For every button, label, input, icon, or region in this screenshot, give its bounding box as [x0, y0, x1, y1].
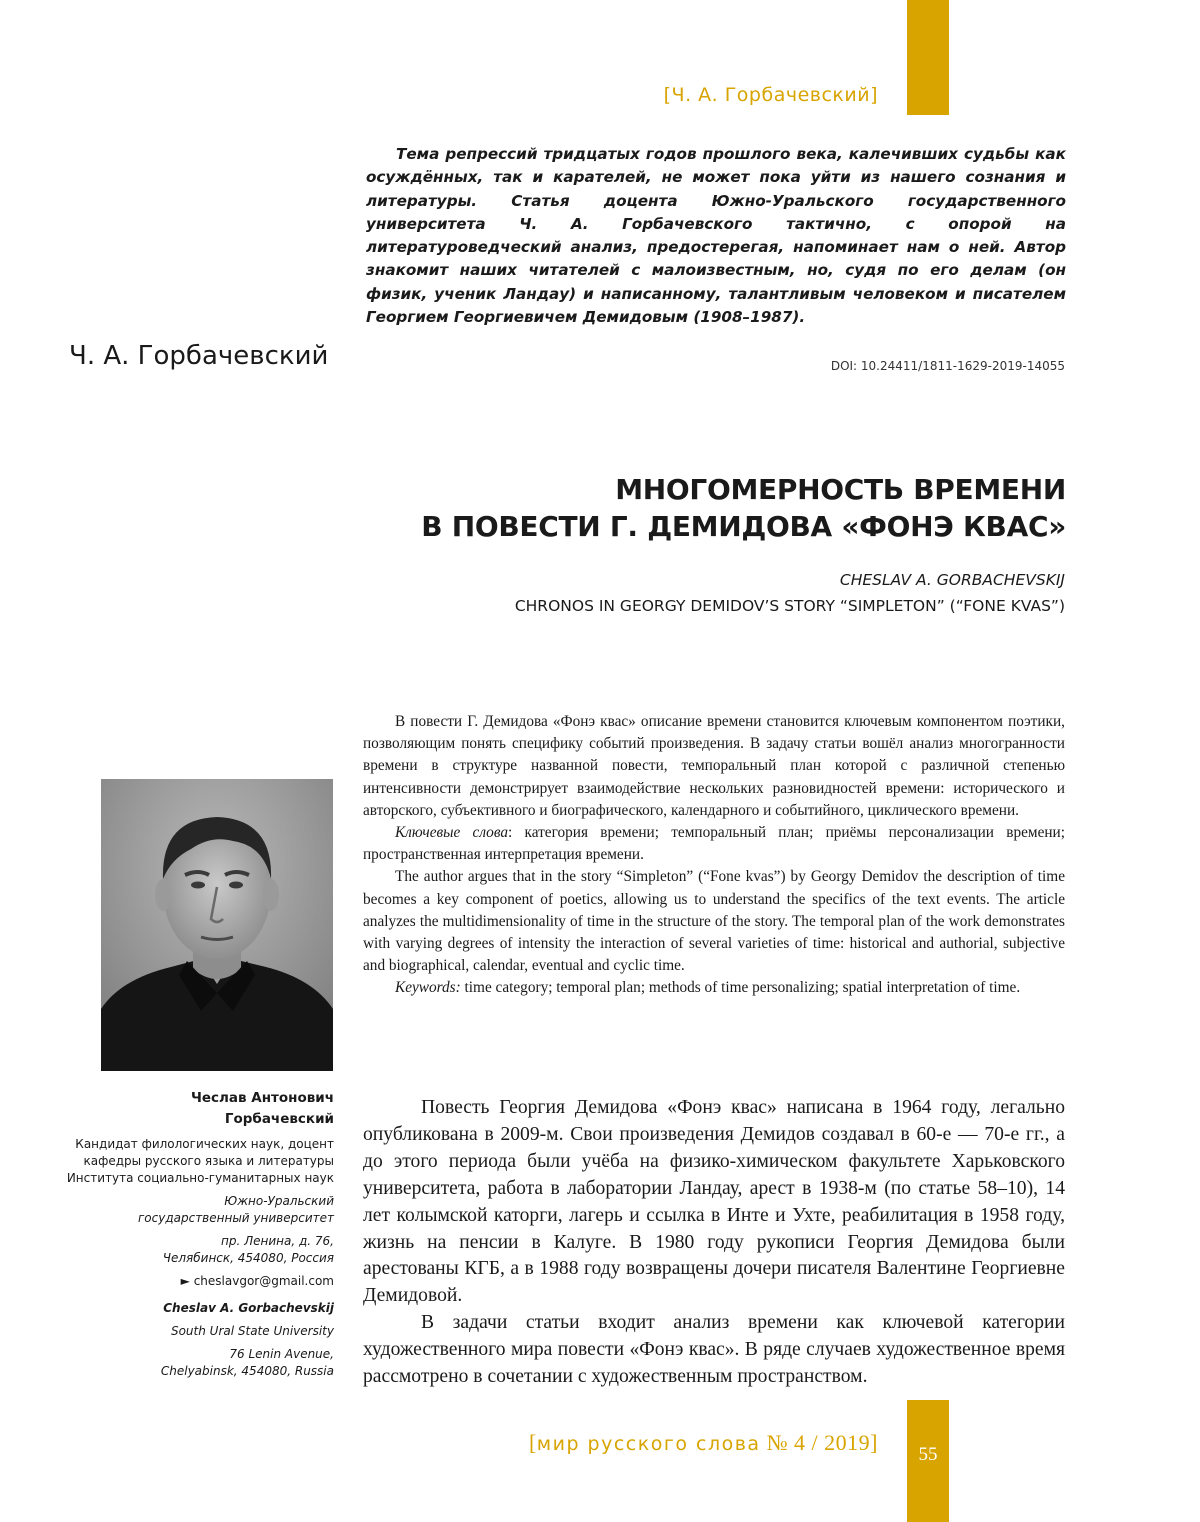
article-body [363, 1095, 1065, 1391]
editorial-intro: Тема репрессий тридцатых годов прошлого века, калечивших судьбы как осуждённых, так и карателей, не может пока уйти из нашего сознания и литературы. Статья доцента Южно-Уральского государственного университета Ч. А. Горбачевского тактично, с опорой на литературоведческий анализ, предостерегая, напоминает нам о ней. Автор знакомит наших читателей с малоизвестным, но, судя по его делам (он физик, ученик Ландау) и написанному, талантливым человеком и писателем Георгием Георгиевичем Демидовым (1908–1987). [366, 145, 1066, 327]
abstract [363, 711, 1065, 1000]
body-paragraph-2: В задачи статьи входит анализ времени как ключевой категории художественного мира повести «Фонэ квас». В ряде случаев художественное время рассмотрено в сочетании с художественным пространством. [363, 1312, 1065, 1388]
position-line-1: Кандидат филологических наук, доцент [75, 1137, 334, 1151]
address-english [60, 1346, 334, 1380]
keywords-ru-label: Ключевые слова [395, 824, 509, 842]
author-address [60, 1233, 334, 1267]
doi: DOI: 10.24411/1811-1629-2019-14055 [830, 359, 1065, 373]
page-number: 55 [918, 1444, 938, 1465]
keywords-en [363, 977, 1065, 999]
author-name-english: Cheslav A. Gorbachevskij [163, 1301, 334, 1315]
author-name-line-1: Чеслав Антонович [190, 1090, 334, 1106]
position-line-3: Института социально-гуманитарных наук [66, 1171, 334, 1185]
email-arrow-icon: ► [180, 1274, 190, 1288]
footer-bracket: [ [528, 1430, 537, 1455]
title-line-1: МНОГОМЕРНОСТЬ ВРЕМЕНИ [615, 473, 1066, 506]
author-english: CHESLAV A. GORBACHEVSKIJ [839, 571, 1065, 589]
address-line-1: пр. Ленина, д. 76, [221, 1234, 334, 1248]
article-author: Ч. А. Горбачевский [69, 341, 329, 371]
portrait-illustration [101, 779, 333, 1071]
top-accent-bar [907, 0, 949, 115]
university-english: South Ural State University [170, 1324, 334, 1338]
title-line-2: В ПОВЕСТИ Г. ДЕМИДОВА «ФОНЭ КВАС» [421, 510, 1066, 543]
university-line-1: Южно-Уральский [224, 1194, 334, 1208]
author-position [60, 1136, 334, 1187]
abstract-en: The author argues that in the story “Simpleton” (“Fone kvas”) by Georgy Demidov the description of time becomes a key component of poetics, allowing us to understand the specifics of the text events. The article analyzes the multidimensionality of time in the structure of the story. The temporal plan of the work demonstrates with varying degrees of intensity the interaction of several varieties of time: historical and authorial, subjective and biographical, calendar, eventual and cyclic time. [363, 868, 1065, 975]
address-en-line-1: 76 Lenin Avenue, [229, 1347, 334, 1361]
author-info [60, 1088, 334, 1380]
author-email [60, 1273, 334, 1290]
email-link[interactable]: cheslavgor@gmail.com [193, 1274, 334, 1288]
author-photo [101, 779, 333, 1071]
university-line-2: государственный университет [137, 1211, 334, 1225]
keywords-ru [363, 822, 1065, 866]
journal-issue: № 4 / 2019] [760, 1430, 878, 1455]
journal-name: мир русского слова [536, 1433, 761, 1455]
author-name-line-2: Горбачевский [224, 1111, 334, 1127]
title-english: CHRONOS IN GEORGY DEMIDOV’S STORY “SIMPLETON” (“FONE KVAS”) [514, 597, 1065, 615]
address-line-2: Челябинск, 454080, Россия [162, 1251, 334, 1265]
running-header-author: [Ч. А. Горбачевский] [663, 84, 878, 106]
journal-footer [529, 1430, 878, 1456]
address-en-line-2: Chelyabinsk, 454080, Russia [160, 1364, 334, 1378]
author-university [60, 1193, 334, 1227]
abstract-ru: В повести Г. Демидова «Фонэ квас» описание времени становится ключевым компонентом поэтики, позволяющим понять специфику событий произведения. В задачу статьи вошёл анализ многогранности времени в структуре названной повести, темпоральный план которой с различной степенью интенсивности демонстрирует взаимодействие нескольких разновидностей времени: исторического и авторского, субъективного и биографического, календарного и событийного, циклического времени. [363, 713, 1065, 819]
keywords-ru-text: : категория времени; темпоральный план; приёмы персонализации времени; пространственная интерпретация времени. [363, 824, 1065, 864]
body-paragraph-1: Повесть Георгия Демидова «Фонэ квас» написана в 1964 году, легально опубликована в 2009-м. Свои произведения Демидов создавал в 60-е — 70-е гг., а до этого периода были учёба на физико-химическом факультете Харьковского университета, работа в лаборатории Ландау, арест в 1938-м (по статье 58–10), 14 лет колымской каторги, лагерь и ссылка в Инте и Ухте, реабилитация в 1958 году, жизнь на пенсии в Калуге. В 1980 году рукописи Георгия Демидова были арестованы КГБ, а в 1988 году возвращены дочери писателя Валентине Георгиевне Демидовой. [363, 1097, 1065, 1307]
keywords-en-text: time category; temporal plan; methods of time personalizing; spatial interpretation of time. [460, 979, 1021, 997]
article-title [306, 471, 1066, 545]
keywords-en-label: Keywords: [395, 979, 461, 997]
position-line-2: кафедры русского языка и литературы [83, 1154, 334, 1168]
